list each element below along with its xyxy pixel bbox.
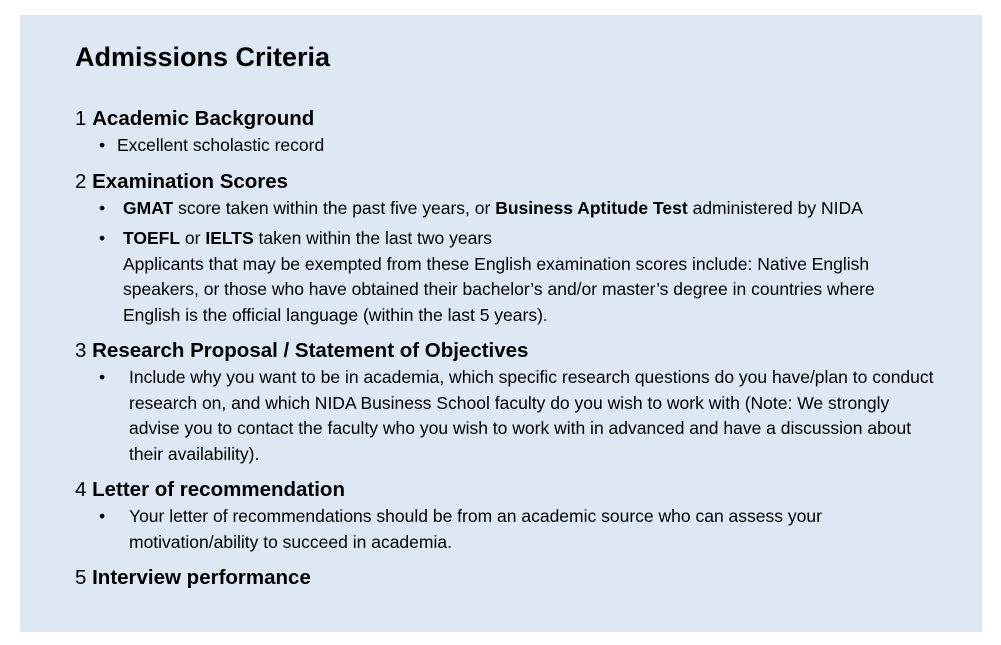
list-item	[99, 504, 919, 555]
section-number: 2	[75, 170, 87, 193]
section-heading-3	[75, 338, 528, 364]
bullet-text	[99, 226, 899, 252]
gmat-label: GMAT	[123, 198, 174, 218]
bullet-icon: •	[99, 198, 106, 218]
bullet-icon: •	[99, 506, 106, 526]
bullet-text-part: score taken within the past five years, or	[173, 198, 496, 218]
section-title: Academic Background	[92, 107, 315, 130]
bullet-text: Excellent scholastic record	[117, 135, 325, 155]
bullet-text-part: or	[180, 228, 206, 248]
list-item	[99, 226, 899, 328]
section-heading-5	[75, 565, 311, 591]
ielts-label: IELTS	[205, 228, 254, 248]
page-title: Admissions Criteria	[75, 42, 331, 72]
bullet-icon: •	[99, 228, 106, 248]
bullet-text-part: taken within the last two years	[253, 228, 492, 248]
section-number: 5	[75, 566, 87, 589]
bullet-text: Your letter of recommendations should be from an academic source who can assess your motivation/ability to succeed in academia.	[129, 506, 822, 552]
bullet-text	[99, 196, 949, 222]
toefl-label: TOEFL	[123, 228, 181, 248]
section-heading-2	[75, 169, 288, 195]
bullet-icon: •	[99, 367, 106, 387]
section-heading-1	[75, 106, 314, 132]
section-title: Interview performance	[92, 566, 311, 589]
list-item	[99, 196, 949, 222]
section-title: Letter of recommendation	[92, 478, 345, 501]
bullet-text-part: administered by NIDA	[687, 198, 863, 218]
section-number: 1	[75, 107, 87, 130]
section-number: 4	[75, 478, 87, 501]
bullet-note: Applicants that may be exempted from these English examination scores include: Native English speakers, or those who have obtained their bachelor’s and/or master’s degree in countries where English is the official language (within the last 5 years).	[123, 253, 875, 325]
list-item	[99, 365, 939, 467]
section-title: Examination Scores	[92, 170, 289, 193]
bullet-text: Include why you want to be in academia, which specific research questions do you have/plan to conduct research on, and which NIDA Business School faculty do you wish to work with (Note: We strongly advise you to contact the faculty who you wish to work with in advanced and have a discussion about their availability).	[129, 367, 934, 464]
bat-label: Business Aptitude Test	[495, 198, 688, 218]
section-heading-4	[75, 477, 345, 503]
bullet-icon: •	[99, 135, 106, 155]
list-item	[99, 133, 939, 159]
section-title: Research Proposal / Statement of Objectives	[92, 339, 529, 362]
section-number: 3	[75, 339, 87, 362]
